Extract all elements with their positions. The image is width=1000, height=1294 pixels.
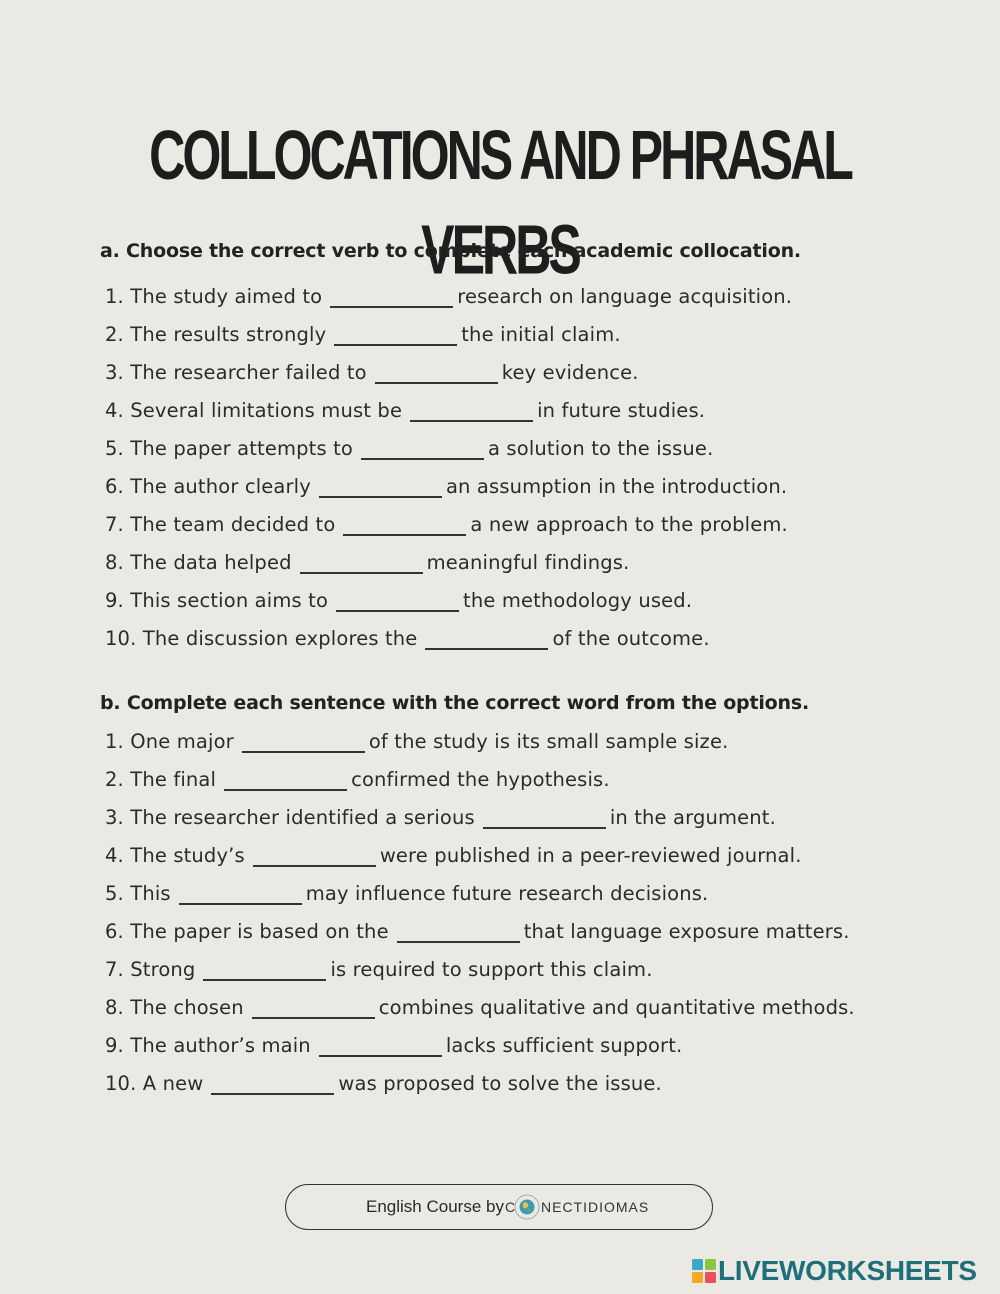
item-prompt: 10. The discussion explores the	[105, 627, 418, 650]
exercise-item	[105, 882, 708, 906]
item-prompt: 5. This	[105, 882, 171, 905]
answer-blank[interactable]	[242, 751, 365, 753]
answer-blank[interactable]	[375, 382, 498, 384]
item-prompt: 8. The data helped	[105, 551, 292, 574]
item-continuation: a solution to the issue.	[487, 437, 714, 460]
exercise-item	[105, 730, 728, 754]
item-continuation: research on language acquisition.	[457, 285, 793, 308]
item-prompt: 4. Several limitations must be	[105, 399, 403, 422]
exercise-item	[105, 589, 692, 613]
exercise-item	[105, 996, 855, 1020]
answer-blank[interactable]	[483, 827, 606, 829]
answer-blank[interactable]	[397, 941, 520, 943]
section-b-heading: b. Complete each sentence with the correct word from the options.	[100, 692, 809, 714]
item-prompt: 7. The team decided to	[105, 513, 336, 536]
exercise-item	[105, 551, 629, 575]
liveworksheets-logo[interactable]	[692, 1256, 992, 1286]
item-continuation: confirmed the hypothesis.	[351, 768, 610, 791]
exercise-item	[105, 768, 610, 792]
exercise-item	[105, 920, 850, 944]
item-prompt: 3. The researcher failed to	[105, 361, 367, 384]
item-prompt: 9. The author’s main	[105, 1034, 311, 1057]
liveworksheets-text: LIVEWORKSHEETS	[718, 1255, 977, 1286]
answer-blank[interactable]	[425, 648, 548, 650]
section-a-heading: a. Choose the correct verb to complete each academic collocation.	[100, 240, 801, 262]
item-prompt: 1. One major	[105, 730, 234, 753]
answer-blank[interactable]	[319, 496, 442, 498]
answer-blank[interactable]	[300, 572, 423, 574]
item-prompt: 10. A new	[105, 1072, 204, 1095]
answer-blank[interactable]	[319, 1055, 442, 1057]
exercise-item	[105, 285, 792, 309]
item-prompt: 6. The author clearly	[105, 475, 311, 498]
item-continuation: that language exposure matters.	[523, 920, 850, 943]
item-continuation: of the study is its small sample size.	[368, 730, 729, 753]
item-continuation: combines qualitative and quantitative methods.	[378, 996, 855, 1019]
item-continuation: in future studies.	[537, 399, 706, 422]
item-continuation: in the argument.	[609, 806, 776, 829]
brand-name: NECTIDIOMAS	[541, 1199, 650, 1215]
item-prompt: 6. The paper is based on the	[105, 920, 389, 943]
item-prompt: 1. The study aimed to	[105, 285, 323, 308]
answer-blank[interactable]	[410, 420, 533, 422]
exercise-item	[105, 323, 621, 347]
answer-blank[interactable]	[252, 1017, 375, 1019]
item-prompt: 9. This section aims to	[105, 589, 329, 612]
item-continuation: of the outcome.	[552, 627, 710, 650]
item-prompt: 7. Strong	[105, 958, 196, 981]
answer-blank[interactable]	[343, 534, 466, 536]
exercise-item	[105, 844, 802, 868]
answer-blank[interactable]	[334, 344, 457, 346]
brand-first-letter: C	[505, 1199, 517, 1215]
exercise-item	[105, 958, 653, 982]
item-prompt: 3. The researcher identified a serious	[105, 806, 475, 829]
exercise-item	[105, 399, 705, 423]
answer-blank[interactable]	[224, 789, 347, 791]
exercise-item	[105, 361, 639, 385]
answer-blank[interactable]	[203, 979, 326, 981]
answer-blank[interactable]	[330, 306, 453, 308]
answer-blank[interactable]	[361, 458, 484, 460]
answer-blank[interactable]	[211, 1093, 334, 1095]
item-continuation: a new approach to the problem.	[470, 513, 788, 536]
item-prompt: 4. The study’s	[105, 844, 245, 867]
item-continuation: meaningful findings.	[426, 551, 630, 574]
footer-label: English Course by	[366, 1197, 504, 1216]
item-continuation: is required to support this claim.	[330, 958, 653, 981]
item-continuation: was proposed to solve the issue.	[338, 1072, 662, 1095]
item-prompt: 2. The results strongly	[105, 323, 327, 346]
exercise-item	[105, 627, 710, 651]
answer-blank[interactable]	[253, 865, 376, 867]
answer-blank[interactable]	[179, 903, 302, 905]
item-prompt: 2. The final	[105, 768, 217, 791]
exercise-item	[105, 806, 776, 830]
globe-icon	[513, 1193, 541, 1221]
exercise-item	[105, 1034, 682, 1058]
answer-blank[interactable]	[336, 610, 459, 612]
item-continuation: may influence future research decisions.	[305, 882, 709, 905]
item-continuation: the methodology used.	[463, 589, 693, 612]
item-continuation: an assumption in the introduction.	[445, 475, 788, 498]
exercise-item	[105, 437, 713, 461]
item-continuation: key evidence.	[501, 361, 639, 384]
item-continuation: were published in a peer-reviewed journal.	[379, 844, 802, 867]
exercise-item	[105, 513, 788, 537]
exercise-item	[105, 1072, 662, 1096]
page-title: COLLOCATIONS AND PHRASAL VERBS	[149, 115, 851, 289]
item-prompt: 5. The paper attempts to	[105, 437, 353, 460]
item-prompt: 8. The chosen	[105, 996, 244, 1019]
exercise-item	[105, 475, 787, 499]
item-continuation: lacks sufficient support.	[445, 1034, 683, 1057]
liveworksheets-blocks-icon	[692, 1259, 716, 1283]
item-continuation: the initial claim.	[461, 323, 621, 346]
